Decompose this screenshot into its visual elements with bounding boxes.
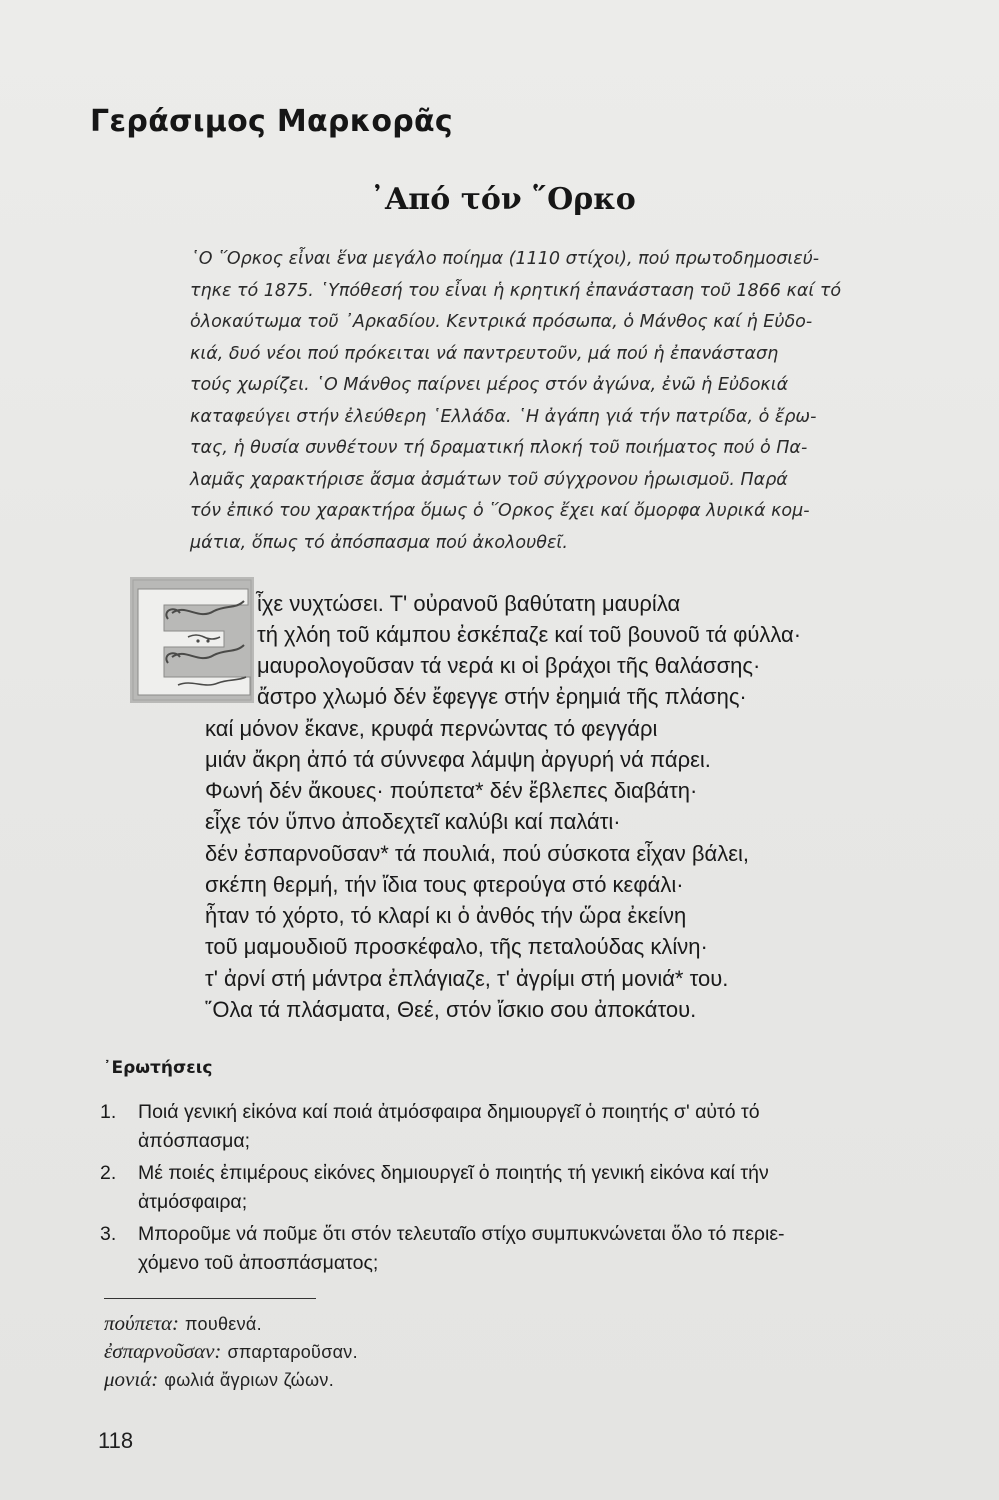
question-line: Ποιά γενική εἰκόνα καί ποιά ἀτμόσφαιρα δημιουργεῖ ὁ ποιητής σ' αὐτό τό (138, 1101, 760, 1123)
footnote (104, 1338, 358, 1366)
question-line: Μποροῦμε νά ποῦμε ὅτι στόν τελευταῖο στίχο συμπυκνώνεται ὅλο τό περιε- (138, 1223, 785, 1245)
intro-line: ῾Ο ῞Ορκος εἶναι ἕνα μεγάλο ποίημα (1110 στίχοι), πού πρωτοδημοσιεύ- (190, 249, 820, 269)
footnote-definition: σπαρταροῦσαν. (227, 1342, 358, 1362)
drop-cap-letter: Ε (128, 575, 129, 576)
poem-line: Φωνή δέν ἄκουες· πούπετα* δέν ἔβλεπες διαβάτη· (205, 778, 698, 803)
footnote (104, 1366, 358, 1394)
footnote-term: πούπετα: (104, 1311, 179, 1335)
poem-line: τ' ἀρνί στή μάντρα ἐπλάγιαζε, τ' ἀγρίμι στή μονιά* του. (205, 966, 729, 991)
questions-heading: ᾿Ερωτήσεις (103, 1058, 213, 1078)
question-line: ἀτμόσφαιρα; (138, 1191, 248, 1213)
intro-line: κιά, δυό νέοι πού πρόκειται νά παντρευτοῦν, μά πού ἡ ἐπανάσταση (190, 343, 779, 364)
poem-line: ἦταν τό χόρτο, τό κλαρί κι ὁ ἀνθός τήν ὥρα ἐκείνη (205, 903, 687, 928)
intro-line: τόν ἐπικό του χαρακτήρα ὅμως ὁ ῞Ορκος ἔχει καί ὄμορφα λυρικά κομ- (190, 501, 810, 521)
poem-line: σκέπη θερμή, τήν ἴδια τους φτερούγα στό κεφάλι· (205, 872, 684, 897)
intro-line: λαμᾶς χαρακτήρισε ἄσμα ἀσμάτων τοῦ σύγχρονου ἡρωισμοῦ. Παρά (190, 469, 788, 490)
intro-line: καταφεύγει στήν ἐλεύθερη ῾Ελλάδα. ῾Η ἀγάπη γιά τήν πατρίδα, ὁ ἔρω- (190, 406, 817, 427)
question-item (100, 1098, 970, 1156)
questions-list (100, 1098, 970, 1281)
intro-line: τούς χωρίζει. ῾Ο Μάνθος παίρνει μέρος στόν ἀγώνα, ἐνῶ ἡ Εὐδοκιά (190, 375, 789, 395)
question-number: 3. (100, 1223, 117, 1245)
question-item (100, 1220, 970, 1278)
intro-line: τηκε τό 1875. ῾Υπόθεσή του εἶναι ἡ κρητική ἐπανάσταση τοῦ 1866 καί τό (190, 280, 842, 301)
poem-line: εἶχε τόν ὕπνο ἀποδεχτεῖ καλύβι καί παλάτι· (205, 809, 621, 834)
intro-line: ὁλοκαύτωμα τοῦ ᾿Αρκαδίου. Κεντρικά πρόσωπα, ὁ Μάνθος καί ἡ Εὐδο- (190, 312, 813, 332)
poem-line: ἄστρο χλωμό δέν ἔφεγγε στήν ἐρημιά τῆς πλάσης· (257, 684, 747, 709)
poem-line: τοῦ μαμουδιοῦ προσκέφαλο, τῆς πεταλούδας κλίνη· (205, 934, 708, 959)
question-number: 1. (100, 1101, 117, 1123)
question-line: χόμενο τοῦ ἀποσπάσματος; (138, 1252, 379, 1274)
question-line: ἀπόσπασμα; (138, 1130, 251, 1152)
poem-line: ῞Ολα τά πλάσματα, Θεέ, στόν ἴσκιο σου ἀποκάτου. (205, 997, 697, 1022)
poem-line: καί μόνον ἔκανε, κρυφά περνώντας τό φεγγάρι (205, 716, 658, 741)
question-number: 2. (100, 1162, 117, 1184)
poem-line: μαυρολογοῦσαν τά νερά κι οἱ βράχοι τῆς θαλάσσης· (257, 653, 761, 678)
footnotes (104, 1310, 358, 1394)
poem-line: μιάν ἄκρη ἀπό τά σύννεφα λάμψη ἀργυρή νά πάρει. (205, 747, 711, 772)
intro-line: μάτια, ὅπως τό ἀπόσπασμα πού ἀκολουθεῖ. (190, 532, 568, 553)
author-name: Γεράσιμος Μαρκορᾶς (90, 104, 453, 139)
footnote-divider (104, 1298, 316, 1299)
poem-line: δέν ἐσπαρνοῦσαν* τά πουλιά, πού σύσκοτα εἶχαν βάλει, (205, 841, 750, 866)
poem-line: τή χλόη τοῦ κάμπου ἐσκέπαζε καί τοῦ βουνοῦ τά φύλλα· (257, 622, 802, 647)
poem-title: ᾿Από τόν ῞Ορκο (370, 182, 636, 217)
footnote (104, 1310, 358, 1338)
decorative-drop-cap (128, 575, 256, 705)
poem-line: ἶχε νυχτώσει. Τ' οὐρανοῦ βαθύτατη μαυρίλα (257, 591, 681, 616)
footnote-definition: φωλιά ἄγριων ζώων. (164, 1370, 334, 1390)
intro-line: τας, ἡ θυσία συνθέτουν τή δραματική πλοκή τοῦ ποιήματος πού ὁ Πα- (190, 438, 808, 458)
question-line: Μέ ποιές ἐπιμέρους εἰκόνες δημιουργεῖ ὁ ποιητής τή γενική εἰκόνα καί τήν (138, 1162, 769, 1184)
intro-paragraph (190, 244, 980, 559)
question-item (100, 1159, 970, 1217)
page-number: 118 (98, 1428, 134, 1453)
footnote-definition: πουθενά. (185, 1314, 262, 1334)
footnote-term: μονιά: (104, 1367, 159, 1391)
footnote-term: ἐσπαρνοῦσαν: (104, 1339, 222, 1363)
